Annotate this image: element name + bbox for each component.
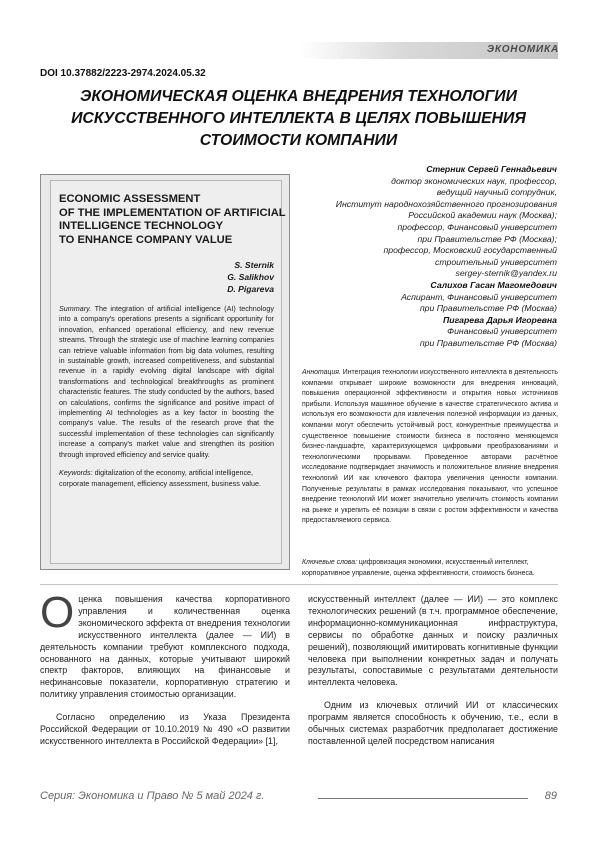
footer-divider	[318, 798, 528, 799]
author-affiliation: профессор, Финансовый университет	[397, 221, 557, 232]
english-summary	[59, 304, 274, 460]
summary-text: The integration of artificial intelligence (AI) technology into a company's operations presents a significant opportunity for innovation, enhanced operational efficiency, and new revenue streams. Through the strategic use of machine learning companies can retrieve valuable information from big data volumes, resulting in sustainable growth, increased competitiveness, and substantial revenue in a rapidly evolving digital landscape with digital transformations and technological breakthroughs as prominent characteristic features. The study conducted by the authors, based on calculations, confirms the significance and positive impact of implementing AI technologies as a key factor in boosting the company's value. The results of the research prove that the successful implementation of these technologies can significantly increase a company's market value and strengthen its position through improved efficiency and service quality.	[59, 304, 274, 459]
keywords-ru-text: цифровизация экономики, искусственный интеллект, корпоративное управление, оценка эффективности, стоимость бизнеса.	[302, 559, 535, 577]
english-abstract-inner	[50, 180, 286, 564]
author-affiliation: при Правительстве РФ (Москва);	[417, 233, 557, 244]
english-keywords	[59, 468, 274, 489]
author-affiliation: Аспирант, Финансовый университет	[401, 291, 557, 302]
author-affiliation: Финансовый университет	[447, 326, 557, 337]
body-column-left	[40, 588, 290, 759]
abstract-label: Аннотация.	[302, 369, 341, 376]
russian-keywords	[302, 558, 558, 579]
author-affiliation: строительный университет	[435, 256, 557, 267]
english-title-line: TO ENHANCE COMPANY VALUE	[59, 233, 233, 246]
title-line: ИСКУССТВЕННОГО ИНТЕЛЛЕКТА В ЦЕЛЯХ ПОВЫШЕНИЯ	[71, 110, 526, 127]
abstract-text: Интеграция технологии искусственного интеллекта в деятельность компании открывает широкие возможности для внедрения инноваций, повышения операционной эффективности и открытия новых источников прибыли. Используя машинное обучение в качестве стратегического актива и используя его возможности для извлечения полезной информации из данных, компании могут обеспечить устойчивый рост, конкурентные преимущества и существенное повышение стоимости бизнеса в постоянно меняющемся бизнес-ландшафте, характеризующемся цифровыми преобразованиями и технологическими прорывами. Проведенное авторами расчётное исследование подтверждает значимость и положительное влияние внедрения технологий ИИ как ключевого фактора увеличения ценности компании. Полученные результаты в рамках исследования показывают, что успешное внедрение технологий ИИ может значительно увеличить стоимость компании на рынке и укрепить её позиции в связи с ростом эффективности и качества предоставляемого сервиса.	[302, 369, 559, 525]
divider	[40, 584, 558, 585]
page-number: 89	[544, 790, 557, 802]
author-name: Пигарева Дарья Игоревна	[443, 314, 557, 325]
english-author: D. Pigareva	[227, 284, 274, 294]
english-author: S. Sternik	[234, 260, 274, 270]
doi[interactable]: DOI 10.37882/2223-2974.2024.05.32	[40, 68, 206, 79]
title-line: СТОИМОСТИ КОМПАНИИ	[199, 132, 398, 149]
english-title-line: OF THE IMPLEMENTATION OF ARTIFICIAL	[59, 206, 286, 219]
author-affiliation: доктор экономических наук, профессор,	[391, 175, 557, 186]
english-authors	[59, 259, 274, 295]
author-name: Стерник Сергей Геннадьевич	[426, 164, 557, 174]
author-affiliation: при Правительстве РФ (Москва)	[419, 337, 557, 348]
english-title-line: INTELLIGENCE TECHNOLOGY	[59, 220, 224, 232]
author-affiliation: Российской академии наук (Москва);	[408, 210, 557, 221]
author-name: Салихов Гасан Магомедович	[430, 279, 557, 290]
summary-label: Summary.	[59, 304, 92, 313]
english-author: G. Salikhov	[227, 272, 274, 282]
russian-abstract	[302, 368, 558, 527]
section-label: ЭКОНОМИКА	[486, 44, 559, 55]
body-text: ценка повышения качества корпоративного управления и количественная оценка экономического эффекта от внедрения технологии искусственного интеллекта (далее — ИИ) в деятельность компании требуют комплексного подхода, основанного на данных, которые учитывают широкий спектр факторов, влияющих на финансовые и нефинансовые показатели, корпоративную стратегию и политику управления стоимостью организации.	[40, 594, 290, 700]
body-paragraph: Согласно определению из Указа Президента Российской Федерации от 10.10.2019 № 490 «О развитии искусственного интеллекта в Российской Федерации» [1],	[40, 712, 290, 746]
body-paragraph: искусственный интеллект (далее — ИИ) — это комплекс технологических решений (в т.ч. программное обеспечение, информационно-коммуникационная инфраструктура, сервисы по обработке данных и поиску различных решений), позволяющий имитировать когнитивные функции человека при выполнении конкретных задач и получать результаты, сопоставимые с результатами деятельности интеллекта человека.	[308, 594, 558, 688]
author-affiliation: при Правительстве РФ (Москва)	[419, 303, 557, 314]
keywords-text: digitalization of the economy, artificial intelligence, corporate management, efficiency assessment, business value.	[59, 468, 262, 488]
author-email[interactable]: sergey-sternik@yandex.ru	[455, 268, 557, 279]
authors-block	[297, 164, 557, 350]
body-paragraph: Одним из ключевых отличий ИИ от классических программ является способность к обучению, т.е., если в обычных системах разработчик предполагает достижение поставленной целей посредством написания	[308, 700, 558, 746]
keywords-ru-label: Ключевые слова:	[302, 559, 357, 566]
author-affiliation: профессор, Московский государственный	[383, 245, 557, 256]
keywords-label: Keywords:	[59, 468, 93, 478]
title-line: ЭКОНОМИЧЕСКАЯ ОЦЕНКА ВНЕДРЕНИЯ ТЕХНОЛОГИИ	[79, 88, 518, 105]
author-affiliation: Институт народнохозяйственного прогнозирования	[335, 198, 557, 209]
body-paragraph	[40, 588, 290, 701]
author-affiliation: ведущий научный сотрудник,	[436, 187, 557, 198]
drop-cap: О	[40, 588, 75, 637]
footer-series: Серия: Экономика и Право № 5 май 2024 г.	[40, 790, 265, 802]
body-column-right	[308, 594, 558, 759]
english-abstract-box	[40, 174, 290, 570]
english-title	[59, 193, 286, 247]
english-title-line: ECONOMIC ASSESSMENT	[59, 193, 201, 205]
article-title	[40, 86, 557, 152]
